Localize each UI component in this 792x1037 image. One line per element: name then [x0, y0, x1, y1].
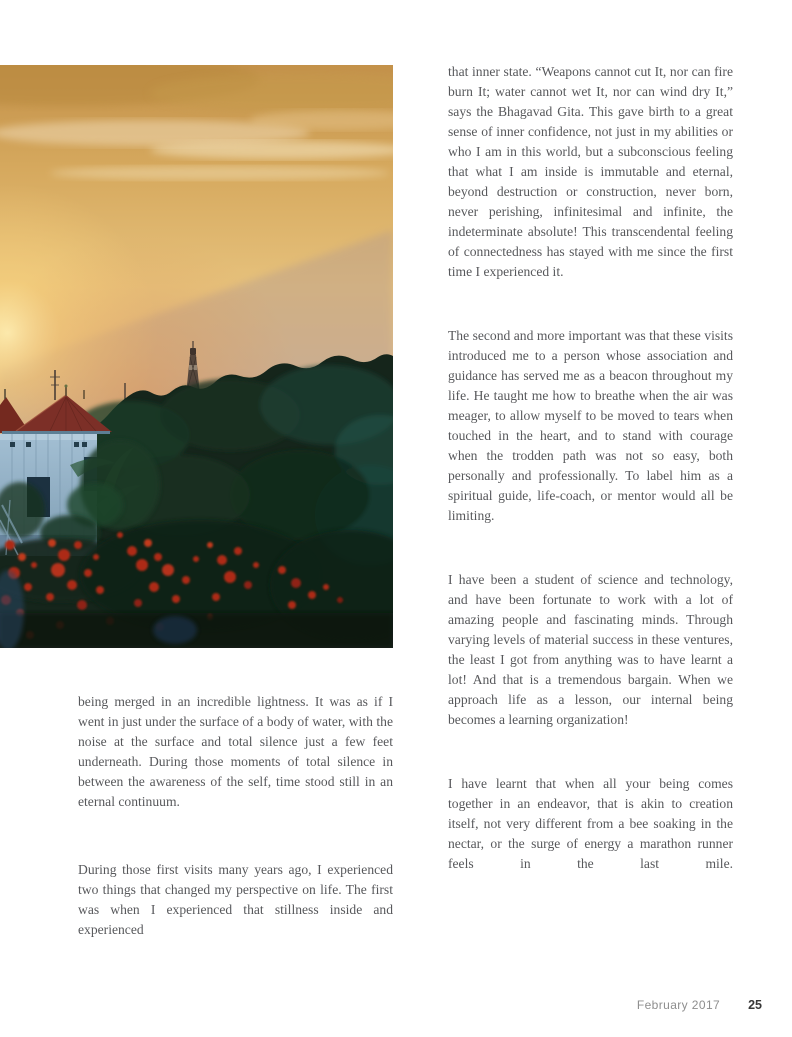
paragraph: During those first visits many years ago, I experienced two things that changed my perspective on life. The first was when I experienced that stillness inside and experienced — [78, 862, 393, 937]
right-text-column — [448, 62, 733, 874]
sunset-photo — [0, 65, 393, 648]
sunset-photo-illustration — [0, 65, 393, 648]
paragraph: I have learnt that when all your being comes together in an endeavor, that is akin to creation itself, not very different from a bee soaking in the nectar, or the surge of energy a marathon runner feels in the last mile. — [448, 776, 733, 871]
paragraph: I have been a student of science and technology, and have been fortunate to work with a lot of amazing people and fascinating minds. Through varying levels of material success in these ventures, the least I got from anything was to have learnt a lot! And that is a tremendous bargain. When we approach life as a lesson, our internal being becomes a learning organization! — [448, 572, 733, 727]
left-text-column — [78, 692, 393, 940]
paragraph: being merged in an incredible lightness. It was as if I went in just under the surface of a body of water, with the noise at the surface and total silence just a few feet underneath. During those moments of total silence in between the awareness of the self, time stood still in an eternal continuum. — [78, 694, 393, 809]
page-footer — [637, 998, 762, 1012]
paragraph: that inner state. “Weapons cannot cut It, nor can fire burn It; water cannot wet It, nor can wind dry It,” says the Bhagavad Gita. This gave birth to a great sense of inner confidence, not just in my abilities or who I am in this world, but a subconscious feeling that what I am inside is immutable and eternal, beyond destruction or construction, never born, never perishing, infinitesimal and infinite, the indeterminate absolute! This transcendental feeling of connectedness has stayed with me since the first time I experienced it. — [448, 64, 733, 279]
issue-date: February 2017 — [636, 998, 721, 1012]
paragraph: The second and more important was that these visits introduced me to a person whose association and guidance has served me as a beacon throughout my life. He taught me how to breathe when the air was meager, to allow myself to be moved to tears when touched in the heart, and to stand with courage when the trodden path was not so easy, both personally and professionally. To label him as a spiritual guide, life-coach, or mentor would all be limiting. — [448, 328, 733, 523]
page-number: 25 — [748, 998, 762, 1012]
blue-accent — [153, 616, 197, 644]
